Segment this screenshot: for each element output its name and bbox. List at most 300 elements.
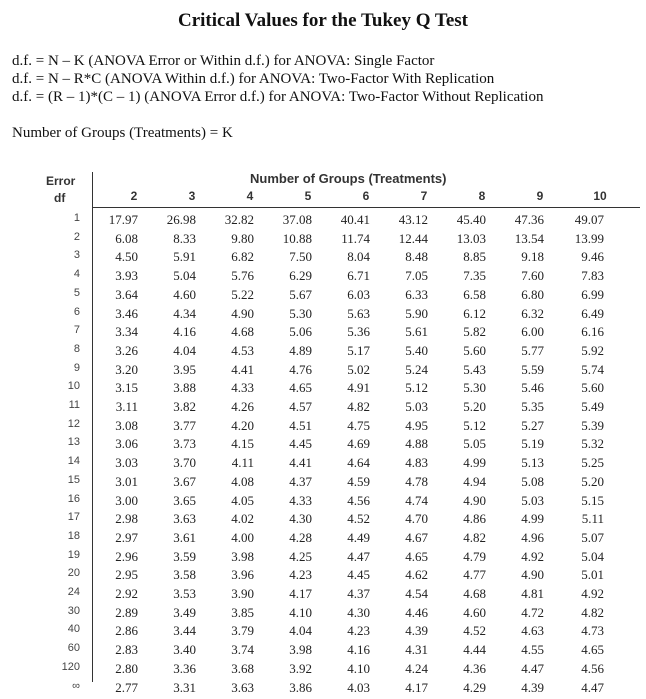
- row-header-error: Error: [46, 174, 76, 188]
- q-value-cell: 6.16: [581, 324, 604, 340]
- q-value-cell: 3.98: [231, 548, 254, 564]
- q-value-cell: 4.00: [231, 529, 254, 545]
- q-value-cell: 4.54: [405, 586, 428, 601]
- q-value-cell: 12.44: [398, 230, 428, 246]
- df-definition-two-factor-with-replication: d.f. = N – R*C (ANOVA Within d.f.) for ANOVA: Two-Factor With Replication: [12, 71, 495, 87]
- table-row: [0, 418, 646, 437]
- df-cell: 15: [67, 473, 80, 486]
- q-value-cell: 4.37: [289, 473, 312, 489]
- q-value-cell: 4.31: [405, 642, 428, 658]
- table-row: [0, 549, 646, 568]
- q-value-cell: 3.85: [231, 604, 254, 620]
- q-value-cell: 2.89: [115, 604, 138, 620]
- q-value-cell: 5.82: [463, 324, 486, 340]
- q-value-cell: 4.45: [289, 436, 312, 452]
- q-value-cell: 5.20: [463, 399, 486, 414]
- table-row: [0, 661, 646, 680]
- q-value-cell: 4.92: [581, 586, 604, 601]
- table-row: [0, 436, 646, 455]
- q-value-cell: 13.54: [514, 230, 544, 246]
- q-value-cell: 4.29: [463, 679, 486, 695]
- q-value-cell: 6.29: [289, 268, 312, 284]
- q-value-cell: 3.86: [289, 679, 312, 695]
- q-value-cell: 6.33: [405, 286, 428, 302]
- q-value-cell: 5.40: [405, 342, 428, 358]
- q-value-cell: 5.60: [581, 380, 604, 396]
- q-value-cell: 4.89: [289, 342, 312, 358]
- q-value-cell: 5.74: [581, 361, 604, 377]
- q-value-cell: 4.20: [231, 417, 254, 433]
- q-value-cell: 4.62: [405, 567, 428, 583]
- q-value-cell: 5.59: [521, 361, 544, 377]
- table-horizontal-divider: [92, 207, 640, 208]
- q-value-cell: 13.03: [456, 230, 486, 246]
- q-value-cell: 8.85: [463, 249, 486, 265]
- q-value-cell: 5.90: [405, 305, 428, 321]
- q-value-cell: 4.23: [347, 623, 370, 639]
- q-value-cell: 4.34: [173, 305, 196, 321]
- q-value-cell: 13.99: [574, 230, 604, 246]
- table-row: [0, 399, 646, 418]
- q-value-cell: 11.74: [341, 230, 370, 246]
- q-value-cell: 5.61: [405, 324, 428, 340]
- q-value-cell: 3.68: [231, 660, 254, 676]
- df-definition-single-factor: d.f. = N – K (ANOVA Error or Within d.f.) for ANOVA: Single Factor: [12, 53, 435, 69]
- q-value-cell: 4.30: [289, 511, 312, 527]
- table-row: [0, 474, 646, 493]
- q-value-cell: 3.44: [173, 623, 196, 639]
- q-value-cell: 4.99: [463, 455, 486, 471]
- q-value-cell: 49.07: [574, 212, 604, 227]
- q-value-cell: 5.04: [173, 268, 196, 284]
- q-value-cell: 4.25: [289, 548, 312, 564]
- q-value-cell: 4.36: [463, 660, 486, 676]
- q-value-cell: 3.92: [289, 660, 312, 676]
- q-value-cell: 4.44: [463, 642, 486, 658]
- q-value-cell: 5.08: [521, 473, 544, 489]
- table-row: [0, 362, 646, 381]
- page-title: Critical Values for the Tukey Q Test: [178, 10, 468, 31]
- q-value-cell: 2.92: [115, 586, 138, 601]
- column-header-2: 2: [130, 189, 138, 203]
- q-value-cell: 4.02: [231, 511, 254, 527]
- q-value-cell: 40.41: [340, 212, 370, 227]
- row-header-df: df: [54, 191, 66, 205]
- q-value-cell: 4.51: [289, 417, 312, 433]
- q-value-cell: 5.17: [347, 342, 370, 358]
- q-value-cell: 5.24: [405, 361, 428, 377]
- q-value-cell: 3.53: [173, 586, 196, 601]
- q-value-cell: 4.69: [347, 436, 370, 452]
- q-value-cell: 3.15: [115, 380, 138, 396]
- df-cell: 6: [73, 305, 80, 318]
- df-cell: 19: [67, 548, 80, 561]
- table-row: [0, 306, 646, 325]
- q-value-cell: 7.60: [521, 268, 544, 284]
- q-value-cell: 5.32: [581, 436, 604, 452]
- table-row: [0, 324, 646, 343]
- q-value-cell: 3.31: [173, 679, 196, 695]
- q-value-cell: 5.43: [463, 361, 486, 377]
- df-cell: 4: [73, 268, 80, 281]
- df-cell: 13: [67, 436, 80, 449]
- q-value-cell: 3.64: [115, 286, 138, 302]
- df-cell: 20: [67, 567, 80, 580]
- q-value-cell: 4.41: [231, 361, 254, 377]
- q-value-cell: 5.67: [289, 286, 312, 302]
- q-value-cell: 8.33: [173, 230, 196, 246]
- q-value-cell: 3.61: [173, 529, 196, 545]
- q-value-cell: 7.50: [289, 249, 312, 265]
- q-value-cell: 5.15: [581, 492, 604, 508]
- column-header-4: 4: [246, 189, 254, 203]
- q-value-cell: 4.94: [463, 473, 486, 489]
- df-cell: 12: [67, 417, 80, 430]
- q-value-cell: 4.28: [289, 529, 312, 545]
- q-value-cell: 3.93: [115, 268, 138, 284]
- q-value-cell: 4.73: [581, 623, 604, 639]
- table-row: [0, 268, 646, 287]
- q-value-cell: 4.16: [173, 324, 196, 340]
- q-value-cell: 4.17: [289, 586, 312, 601]
- q-value-cell: 5.12: [463, 417, 486, 433]
- q-value-cell: 4.46: [405, 604, 428, 620]
- q-value-cell: 7.35: [463, 268, 486, 284]
- q-value-cell: 6.49: [581, 305, 604, 321]
- q-value-cell: 4.47: [581, 679, 604, 695]
- q-value-cell: 4.65: [405, 548, 428, 564]
- q-value-cell: 3.01: [115, 473, 138, 489]
- df-cell: 14: [67, 455, 80, 468]
- q-value-cell: 3.26: [115, 342, 138, 358]
- q-value-cell: 4.49: [347, 529, 370, 545]
- q-value-cell: 5.39: [581, 417, 604, 433]
- q-value-cell: 26.98: [166, 212, 196, 227]
- column-header-8: 8: [478, 189, 486, 203]
- df-cell: ∞: [72, 679, 80, 692]
- q-value-cell: 4.55: [521, 642, 544, 658]
- q-value-cell: 3.49: [173, 604, 196, 620]
- q-value-cell: 6.80: [521, 286, 544, 302]
- q-value-cell: 3.98: [289, 642, 312, 658]
- q-value-cell: 3.36: [173, 660, 196, 676]
- q-value-cell: 3.88: [173, 380, 196, 396]
- q-value-cell: 3.58: [173, 567, 196, 583]
- table-row: [0, 380, 646, 399]
- df-cell: 1: [73, 212, 80, 224]
- q-value-cell: 2.80: [115, 660, 138, 676]
- table-row: [0, 680, 646, 699]
- q-value-cell: 4.83: [405, 455, 428, 471]
- df-cell: 120: [61, 660, 80, 673]
- q-value-cell: 7.83: [581, 268, 604, 284]
- q-value-cell: 4.26: [231, 399, 254, 414]
- df-cell: 17: [67, 511, 80, 524]
- q-value-cell: 4.82: [463, 529, 486, 545]
- q-value-cell: 4.30: [347, 604, 370, 620]
- df-cell: 7: [73, 324, 80, 337]
- q-value-cell: 4.63: [521, 623, 544, 639]
- q-value-cell: 6.12: [463, 305, 486, 321]
- column-header-9: 9: [536, 189, 544, 203]
- q-value-cell: 9.80: [231, 230, 254, 246]
- q-value-cell: 4.24: [405, 660, 428, 676]
- q-value-cell: 4.56: [581, 660, 604, 676]
- table-row: [0, 287, 646, 306]
- q-value-cell: 3.40: [173, 642, 196, 658]
- q-value-cell: 9.18: [521, 249, 544, 265]
- q-value-cell: 2.97: [115, 529, 138, 545]
- q-value-cell: 2.77: [115, 679, 138, 695]
- q-value-cell: 4.04: [289, 623, 312, 639]
- q-value-cell: 4.99: [521, 511, 544, 527]
- q-value-cell: 4.39: [521, 679, 544, 695]
- q-value-cell: 4.37: [347, 586, 370, 601]
- q-value-cell: 4.81: [521, 586, 544, 601]
- q-value-cell: 3.95: [173, 361, 196, 377]
- q-value-cell: 6.03: [347, 286, 370, 302]
- q-value-cell: 4.10: [347, 660, 370, 676]
- q-value-cell: 4.15: [231, 436, 254, 452]
- q-value-cell: 3.67: [173, 473, 196, 489]
- table-row: [0, 455, 646, 474]
- df-cell: 16: [67, 492, 80, 505]
- table-row: [0, 343, 646, 362]
- q-value-cell: 6.00: [521, 324, 544, 340]
- q-value-cell: 4.91: [347, 380, 370, 396]
- q-value-cell: 5.35: [521, 399, 544, 414]
- q-value-cell: 4.10: [289, 604, 312, 620]
- q-value-cell: 5.02: [347, 361, 370, 377]
- q-value-cell: 5.03: [521, 492, 544, 508]
- q-value-cell: 4.47: [347, 548, 370, 564]
- q-value-cell: 5.30: [289, 305, 312, 321]
- df-cell: 9: [73, 361, 80, 374]
- q-value-cell: 4.39: [405, 623, 428, 639]
- q-value-cell: 3.90: [231, 586, 254, 601]
- q-value-cell: 5.77: [521, 342, 544, 358]
- table-row: [0, 530, 646, 549]
- q-value-cell: 47.36: [514, 212, 544, 227]
- q-value-cell: 4.33: [231, 380, 254, 396]
- table-row: [0, 567, 646, 586]
- q-value-cell: 5.63: [347, 305, 370, 321]
- q-value-cell: 3.74: [231, 642, 254, 658]
- q-value-cell: 4.75: [347, 417, 370, 433]
- column-header-10: 10: [593, 189, 607, 203]
- q-value-cell: 4.11: [231, 455, 254, 471]
- q-value-cell: 5.36: [347, 324, 370, 340]
- q-value-cell: 3.77: [173, 417, 196, 433]
- q-value-cell: 4.82: [581, 604, 604, 620]
- q-value-cell: 4.59: [347, 473, 370, 489]
- q-value-cell: 4.05: [231, 492, 254, 508]
- q-value-cell: 3.03: [115, 455, 138, 471]
- column-header-3: 3: [188, 189, 196, 203]
- q-value-cell: 5.12: [405, 380, 428, 396]
- q-value-cell: 2.96: [115, 548, 138, 564]
- q-value-cell: 6.82: [231, 249, 254, 265]
- df-cell: 60: [67, 642, 80, 655]
- q-value-cell: 4.95: [405, 417, 428, 433]
- q-value-cell: 10.88: [282, 230, 312, 246]
- q-value-cell: 8.48: [405, 249, 428, 265]
- q-value-cell: 3.73: [173, 436, 196, 452]
- table-row: [0, 212, 646, 231]
- q-value-cell: 4.33: [289, 492, 312, 508]
- q-value-cell: 4.76: [289, 361, 312, 377]
- q-value-cell: 4.79: [463, 548, 486, 564]
- q-value-cell: 4.74: [405, 492, 428, 508]
- q-value-cell: 2.86: [115, 623, 138, 639]
- q-value-cell: 4.52: [463, 623, 486, 639]
- df-cell: 3: [73, 249, 80, 262]
- q-value-cell: 4.72: [521, 604, 544, 620]
- table-row: [0, 249, 646, 268]
- q-value-cell: 3.79: [231, 623, 254, 639]
- q-value-cell: 4.90: [521, 567, 544, 583]
- q-value-cell: 3.63: [231, 679, 254, 695]
- q-value-cell: 2.83: [115, 642, 138, 658]
- df-cell: 2: [73, 230, 80, 243]
- q-value-cell: 6.08: [115, 230, 138, 246]
- q-value-cell: 45.40: [456, 212, 486, 227]
- q-value-cell: 37.08: [282, 212, 312, 227]
- q-value-cell: 5.22: [231, 286, 254, 302]
- q-value-cell: 5.20: [581, 473, 604, 489]
- q-value-cell: 4.86: [463, 511, 486, 527]
- q-value-cell: 4.90: [463, 492, 486, 508]
- q-value-cell: 5.91: [173, 249, 196, 265]
- q-value-cell: 4.77: [463, 567, 486, 583]
- table-row: [0, 642, 646, 661]
- column-header-7: 7: [420, 189, 428, 203]
- q-value-cell: 4.03: [347, 679, 370, 695]
- table-row: [0, 231, 646, 250]
- q-value-cell: 4.64: [347, 455, 370, 471]
- q-value-cell: 4.16: [347, 642, 370, 658]
- q-value-cell: 3.63: [173, 511, 196, 527]
- df-cell: 10: [67, 380, 80, 393]
- q-value-cell: 17.97: [108, 212, 138, 227]
- df-cell: 18: [67, 529, 80, 542]
- q-value-cell: 4.56: [347, 492, 370, 508]
- df-cell: 5: [73, 286, 80, 299]
- q-value-cell: 4.60: [463, 604, 486, 620]
- q-value-cell: 4.57: [289, 399, 312, 414]
- q-value-cell: 5.04: [581, 548, 604, 564]
- q-value-cell: 5.19: [521, 436, 544, 452]
- q-value-cell: 4.23: [289, 567, 312, 583]
- q-value-cell: 3.34: [115, 324, 138, 340]
- q-value-cell: 6.71: [347, 268, 370, 284]
- q-value-cell: 43.12: [398, 212, 428, 227]
- column-header-6: 6: [362, 189, 370, 203]
- q-value-cell: 4.82: [347, 399, 370, 414]
- q-value-cell: 4.50: [115, 249, 138, 265]
- q-value-cell: 4.47: [521, 660, 544, 676]
- q-value-cell: 5.13: [521, 455, 544, 471]
- df-definition-two-factor-without-replication: d.f. = (R – 1)*(C – 1) (ANOVA Error d.f.) for ANOVA: Two-Factor Without Replication: [12, 89, 544, 105]
- q-value-cell: 4.45: [347, 567, 370, 583]
- q-value-cell: 4.78: [405, 473, 428, 489]
- df-cell: 8: [73, 342, 80, 355]
- q-value-cell: 32.82: [224, 212, 254, 227]
- column-group-title: Number of Groups (Treatments): [250, 171, 447, 186]
- q-value-cell: 5.46: [521, 380, 544, 396]
- q-value-cell: 4.92: [521, 548, 544, 564]
- q-value-cell: 9.46: [581, 249, 604, 265]
- q-value-cell: 6.58: [463, 286, 486, 302]
- q-value-cell: 7.05: [405, 268, 428, 284]
- q-value-cell: 5.25: [581, 455, 604, 471]
- q-value-cell: 2.95: [115, 567, 138, 583]
- df-cell: 40: [67, 623, 80, 636]
- q-value-cell: 4.60: [173, 286, 196, 302]
- q-value-cell: 3.70: [173, 455, 196, 471]
- table-row: [0, 493, 646, 512]
- q-value-cell: 6.99: [581, 286, 604, 302]
- q-value-cell: 4.68: [463, 586, 486, 601]
- table-row: [0, 511, 646, 530]
- q-value-cell: 4.90: [231, 305, 254, 321]
- q-value-cell: 4.17: [405, 679, 428, 695]
- q-value-cell: 3.46: [115, 305, 138, 321]
- q-value-cell: 8.04: [347, 249, 370, 265]
- q-value-cell: 4.67: [405, 529, 428, 545]
- q-value-cell: 5.49: [581, 399, 604, 414]
- q-value-cell: 5.01: [581, 567, 604, 583]
- q-value-cell: 5.06: [289, 324, 312, 340]
- q-value-cell: 4.53: [231, 342, 254, 358]
- q-value-cell: 5.92: [581, 342, 604, 358]
- q-value-cell: 4.68: [231, 324, 254, 340]
- q-value-cell: 5.03: [405, 399, 428, 414]
- column-header-5: 5: [304, 189, 312, 203]
- q-value-cell: 5.11: [581, 511, 604, 527]
- q-value-cell: 3.08: [115, 417, 138, 433]
- df-cell: 11: [68, 399, 80, 411]
- q-value-cell: 3.65: [173, 492, 196, 508]
- q-value-cell: 4.04: [173, 342, 196, 358]
- table-row: [0, 623, 646, 642]
- q-value-cell: 4.08: [231, 473, 254, 489]
- q-value-cell: 5.27: [521, 417, 544, 433]
- q-value-cell: 3.00: [115, 492, 138, 508]
- table-row: [0, 605, 646, 624]
- q-value-cell: 5.05: [463, 436, 486, 452]
- q-value-cell: 4.88: [405, 436, 428, 452]
- q-value-cell: 3.11: [115, 399, 138, 414]
- q-value-cell: 5.30: [463, 380, 486, 396]
- groups-note: Number of Groups (Treatments) = K: [12, 125, 233, 141]
- q-value-cell: 2.98: [115, 511, 138, 527]
- q-value-cell: 3.06: [115, 436, 138, 452]
- q-value-cell: 4.52: [347, 511, 370, 527]
- q-value-cell: 5.76: [231, 268, 254, 284]
- q-value-cell: 4.70: [405, 511, 428, 527]
- q-value-cell: 4.96: [521, 529, 544, 545]
- q-value-cell: 4.65: [581, 642, 604, 658]
- q-value-cell: 6.32: [521, 305, 544, 321]
- q-value-cell: 5.07: [581, 529, 604, 545]
- df-cell: 24: [67, 586, 80, 598]
- table-row: [0, 586, 646, 605]
- q-value-cell: 3.96: [231, 567, 254, 583]
- q-value-cell: 4.65: [289, 380, 312, 396]
- q-value-cell: 3.59: [173, 548, 196, 564]
- q-value-cell: 5.60: [463, 342, 486, 358]
